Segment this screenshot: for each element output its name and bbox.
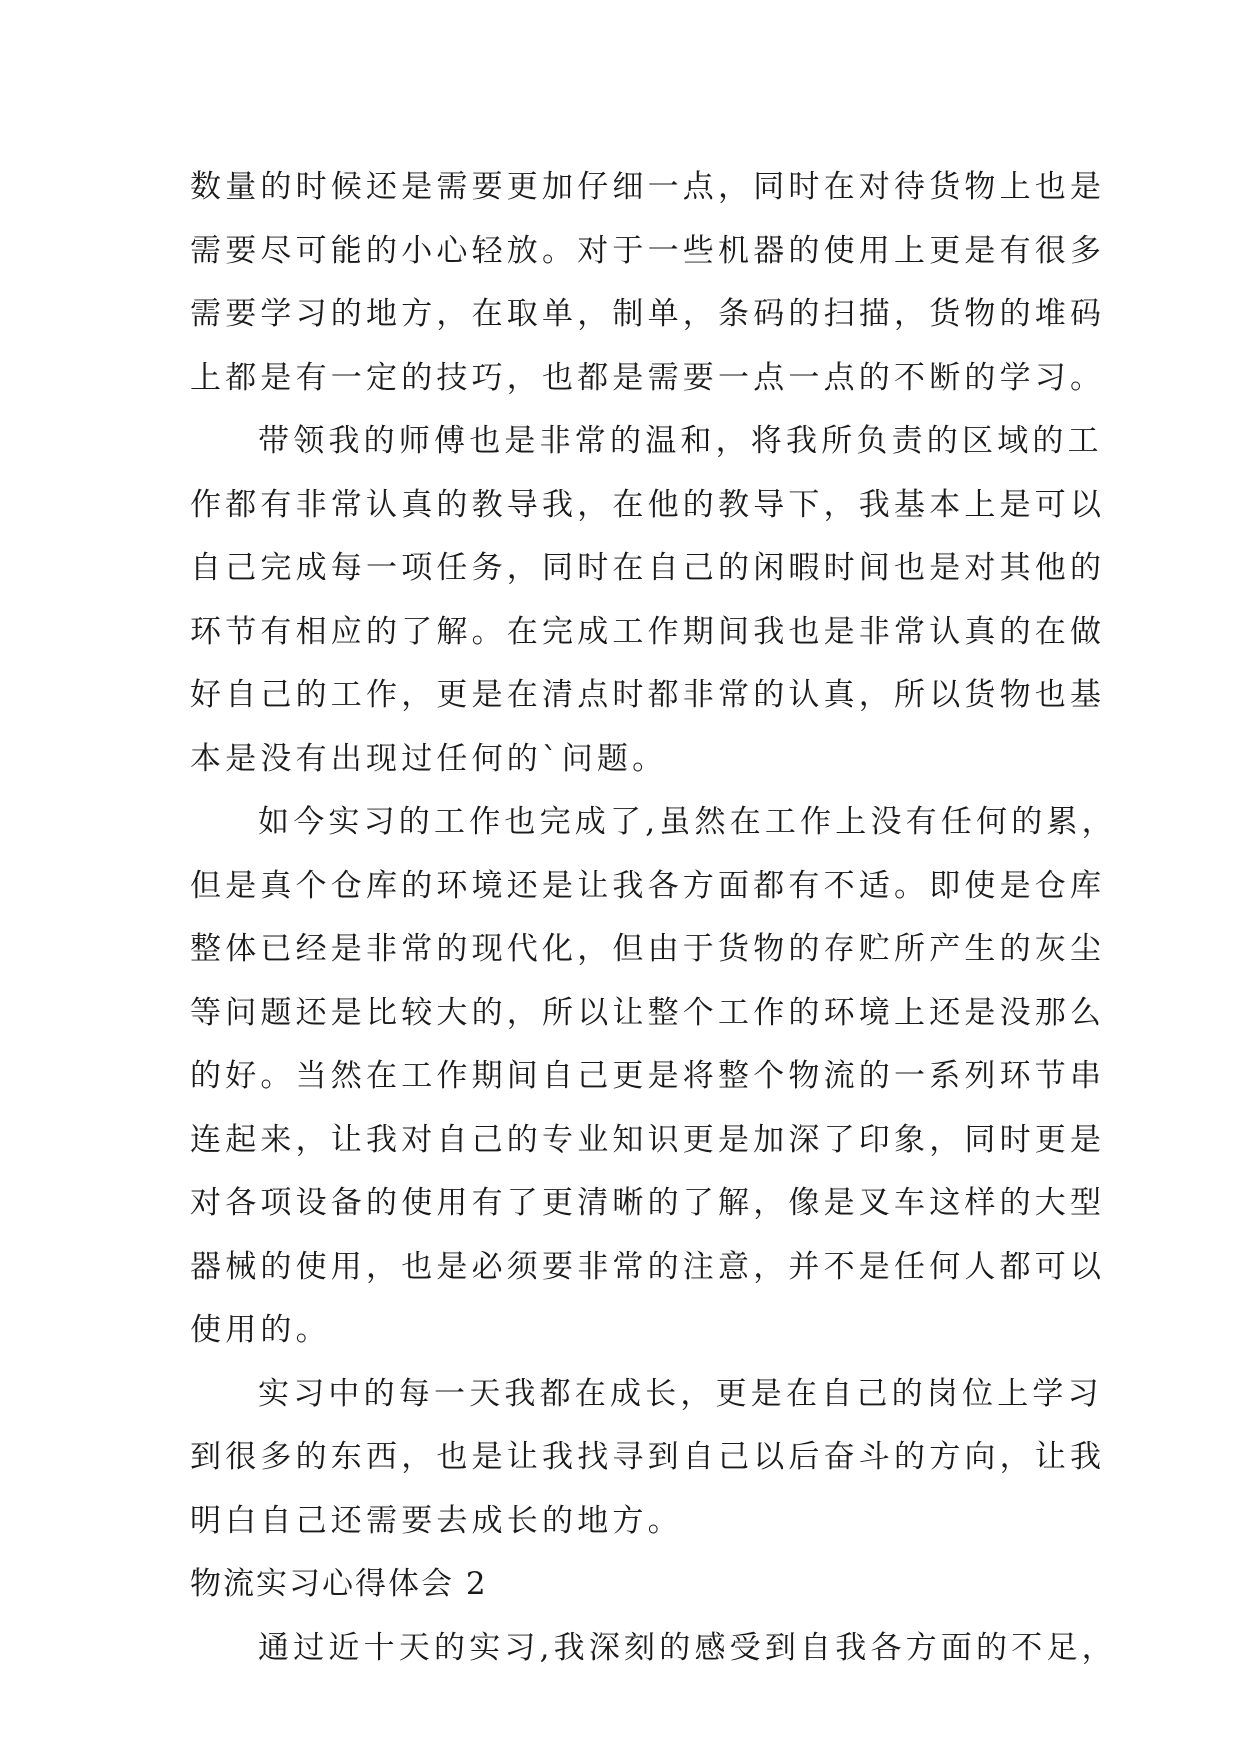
- text-line: 上都是有一定的技巧，也都是需要一点一点的不断的学习。: [190, 359, 1106, 396]
- text-line: 使用的。: [190, 1312, 331, 1348]
- text-line: 对各项设备的使用有了更清晰的了解，像是叉车这样的大型: [190, 1185, 1106, 1221]
- text-line: 需要学习的地方，在取单，制单，条码的扫描，货物的堆码: [190, 296, 1106, 332]
- text-line: 器械的使用，也是必须要非常的注意，并不是任何人都可以: [190, 1248, 1106, 1285]
- text-line: 但是真个仓库的环境还是让我各方面都有不适。即使是仓库: [190, 867, 1106, 904]
- text-line: 好自己的工作，更是在清点时都非常的认真，所以货物也基: [190, 677, 1106, 713]
- paragraph-first-line: 实习中的每一天我都在成长，更是在自己的岗位上学习: [258, 1375, 1103, 1412]
- text-line: 需要尽可能的小心轻放。对于一些机器的使用上更是有很多: [190, 232, 1106, 269]
- paragraph-first-line: 带领我的师傅也是非常的温和，将我所负责的区域的工: [258, 423, 1103, 459]
- text-line: 自己完成每一项任务，同时在自己的闲暇时间也是对其他的: [190, 550, 1106, 586]
- text-line: 等问题还是比较大的，所以让整个工作的环境上还是没那么: [190, 994, 1106, 1031]
- paragraph-first-line: 通过近十天的实习,我深刻的感受到自我各方面的不足，: [258, 1629, 1117, 1666]
- text-line: 明白自己还需要去成长的地方。: [190, 1502, 683, 1539]
- paragraph-first-line: 如今实习的工作也完成了,虽然在工作上没有任何的累，: [258, 804, 1117, 840]
- text-line: 本是没有出现过任何的`问题。: [190, 740, 668, 777]
- text-line: 的好。当然在工作期间自己更是将整个物流的一系列环节串: [190, 1058, 1106, 1094]
- text-line: 连起来，让我对自己的专业知识更是加深了印象，同时更是: [190, 1121, 1106, 1158]
- text-line: 作都有非常认真的教导我，在他的教导下，我基本上是可以: [190, 486, 1106, 523]
- section-heading: 物流实习心得体会 2: [190, 1566, 488, 1602]
- document-body: [190, 156, 1117, 1680]
- text-line: 整体已经是非常的现代化，但由于货物的存贮所产生的灰尘: [190, 931, 1106, 967]
- text-line: 数量的时候还是需要更加仔细一点，同时在对待货物上也是: [190, 169, 1106, 205]
- text-line: 到很多的东西，也是让我找寻到自己以后奋斗的方向，让我: [190, 1439, 1106, 1475]
- text-line: 环节有相应的了解。在完成工作期间我也是非常认真的在做: [190, 613, 1106, 650]
